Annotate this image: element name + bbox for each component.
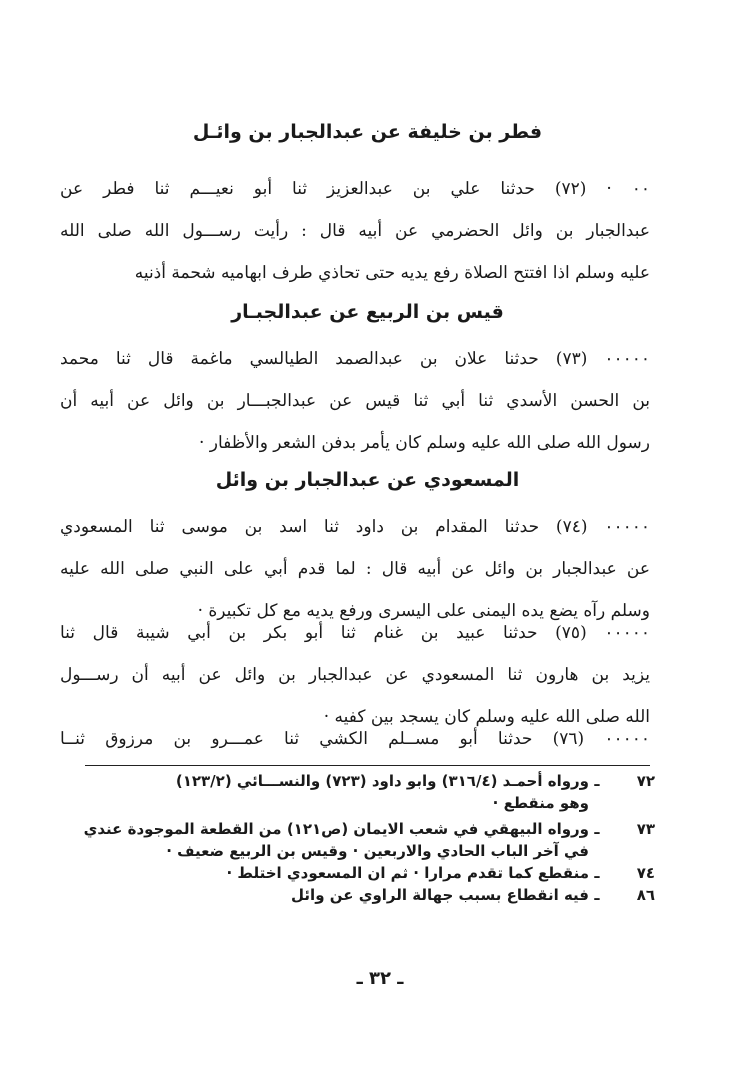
page-number: ـ ٣٢ ـ — [356, 968, 404, 989]
footnote-number: ٧٣ — [636, 820, 655, 838]
footnote-text: ورواه البيهقي في شعب الايمان (ص١٢١) من القطعة الموجودة عندي — [83, 820, 589, 838]
text-line: ٠٠٠٠٠ (٧٤) حدثنا المقدام بن داود ثنا اسد بن موسى ثنا المسعودي — [60, 517, 650, 537]
footnote-text: منقطع كما تقدم مرارا · ثم ان المسعودي اختلط · — [226, 864, 589, 882]
hadith-73 — [60, 338, 650, 464]
footnote-number: ٧٤ — [636, 864, 655, 882]
footnote-continuation: في آخر الباب الحادي والاربعين · وقيس بن الربيع ضعيف · — [166, 842, 589, 860]
footnote — [60, 818, 655, 862]
footnote-number: ٨٦ — [636, 886, 655, 904]
text-line: وسلم رآه يضع يده اليمنى على اليسرى ورفع يديه مع كل تكبيرة · — [197, 601, 650, 621]
text-line: يزيد بن هارون ثنا المسعودي عن عبدالجبار بن وائل عن أبيه أن رســـول — [60, 665, 650, 685]
text-line: عن عبدالجبار بن وائل عن أبيه قال : لما قدم أبي على النبي صلى الله عليه — [60, 559, 650, 579]
footnote — [60, 770, 655, 814]
footnote-text: فيه انقطاع بسبب جهالة الراوي عن وائل — [291, 886, 589, 904]
text-line: رسول الله صلى الله عليه وسلم كان يأمر بدفن الشعر والأظفار · — [198, 433, 650, 453]
hadith-76 — [60, 718, 650, 760]
footnote-number: ٧٢ — [636, 772, 655, 790]
text-line: ٠٠٠٠٠ (٧٥) حدثنا عبيد بن غنام ثنا أبو بكر بن أبي شيبة قال ثنا — [60, 623, 650, 643]
footnote-dash: ـ — [594, 772, 600, 790]
hadith-72 — [60, 168, 650, 294]
text-line: الله صلى الله عليه وسلم كان يسجد بين كفيه · — [323, 707, 650, 727]
text-line: عليه وسلم اذا افتتح الصلاة رفع يديه حتى تحاذي طرف ابهاميه شحمة أذنيه — [134, 263, 650, 283]
section-heading-masudi: المسعودي عن عبدالجبار بن وائل — [215, 469, 520, 491]
section-heading-fitr: فطر بن خليفة عن عبدالجبار بن وائـل — [192, 121, 543, 143]
footnote — [60, 884, 655, 906]
footnote-text: ورواه أحمـد (٣١٦/٤) وابو داود (٧٢٣) والنســـائي (١٢٣/٢) — [175, 772, 589, 790]
text-line: ٠٠٠٠٠ (٧٣) حدثنا علان بن عبدالصمد الطيالسي ماغمة قال ثنا محمد — [60, 349, 650, 369]
section-heading-qays: قيس بن الربيع عن عبدالجبـار — [231, 301, 504, 323]
footnote — [60, 862, 655, 884]
footnote-continuation: وهو منقطع · — [492, 794, 589, 812]
footnote-dash: ـ — [594, 886, 600, 904]
text-line: ٠٠٠٠٠ (٧٦) حدثنا أبو مســلم الكشي ثنا عمـــرو بن مرزوق ثنــا — [60, 729, 650, 749]
text-line: ٠٠ · (٧٢) حدثنا علي بن عبدالعزيز ثنا أبو نعيـــم ثنا فطر عن — [60, 179, 650, 199]
footnote-dash: ـ — [594, 820, 600, 838]
footnote-dash: ـ — [594, 864, 600, 882]
text-line: عبدالجبار بن وائل الحضرمي عن أبيه قال : رأيت رســـول الله صلى الله — [60, 221, 650, 241]
text-line: بن الحسن الأسدي ثنا أبي ثنا قيس عن عبدالجبـــار بن وائل عن أبيه أن — [60, 391, 650, 411]
footnotes — [60, 770, 655, 906]
footnote-divider — [85, 765, 650, 766]
